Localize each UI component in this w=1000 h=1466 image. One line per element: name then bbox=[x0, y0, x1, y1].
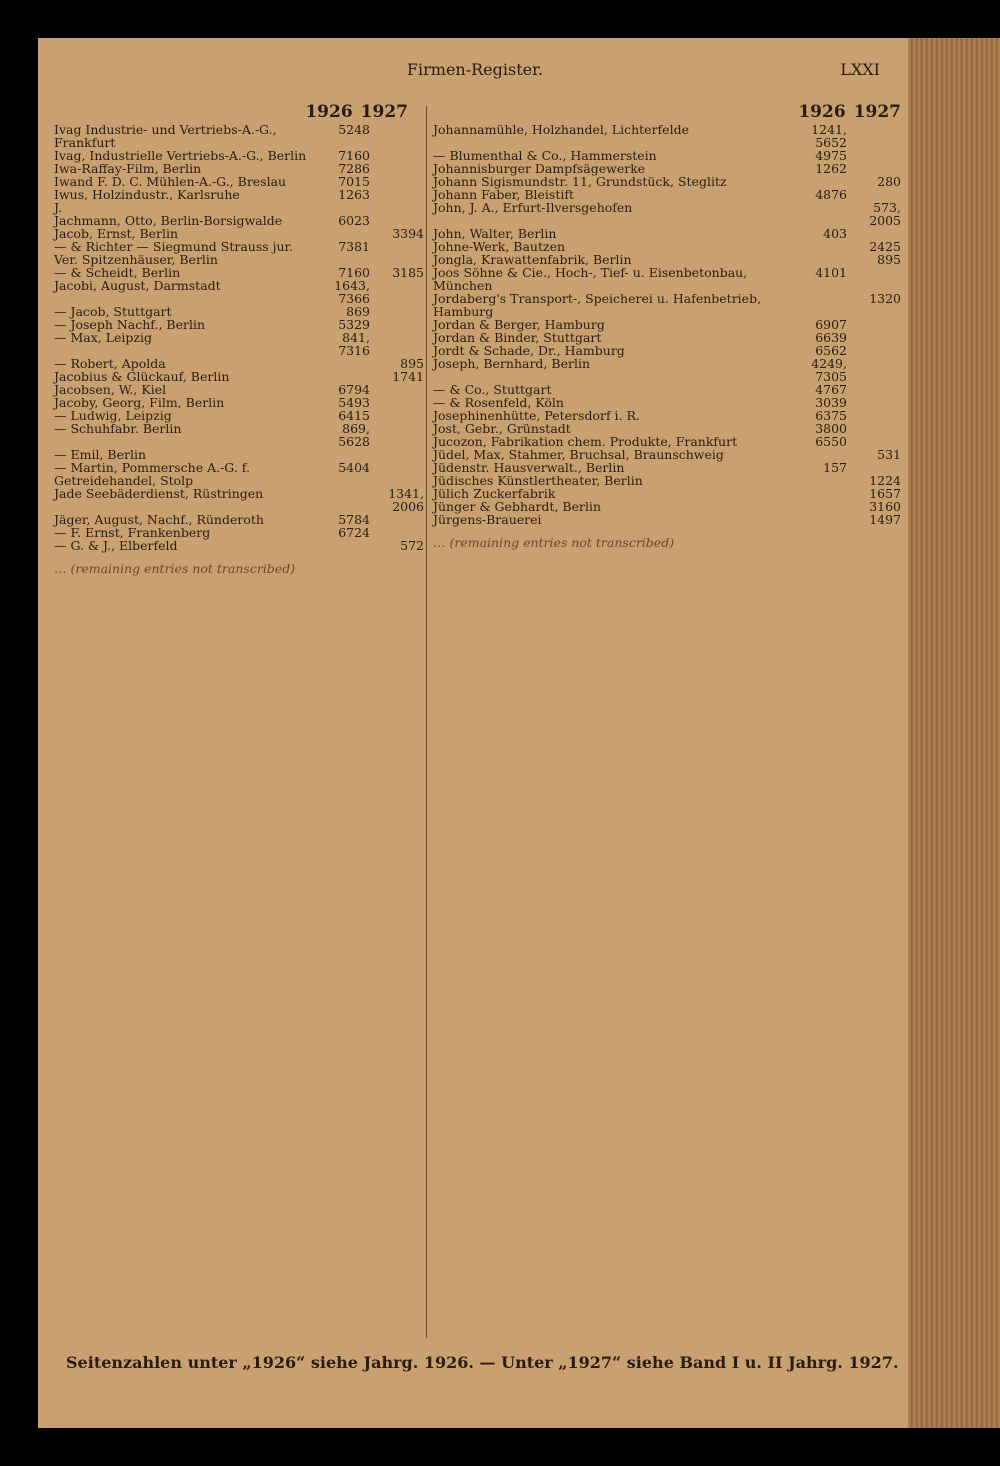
footer-note: Seitenzahlen unter „1926“ siehe Jahrg. 1926. — Unter „1927“ siehe Band I u. II Jahrg. 1927. bbox=[66, 1353, 899, 1372]
page-ref-1926: 4876 bbox=[815, 187, 847, 202]
book-edge bbox=[908, 38, 1000, 1428]
entry-name: Jünger & Gebhardt, Berlin bbox=[433, 499, 601, 514]
entry-name: John, J. A., Erfurt-Ilversgehofen bbox=[433, 200, 633, 215]
entry-name: Ivag Industrie- und Vertriebs-A.-G., Frankfurt bbox=[54, 122, 277, 150]
entry-name: — Robert, Apolda bbox=[54, 356, 166, 371]
entry-name: — & Rosenfeld, Köln bbox=[433, 395, 564, 410]
page-ref-1926: 4101 bbox=[815, 265, 847, 280]
page-ref-1926: 6375 bbox=[815, 408, 847, 423]
omitted-entries-note: … (remaining entries not transcribed) bbox=[54, 561, 296, 576]
page-ref-1927: 1341, 2006 bbox=[388, 486, 424, 514]
page-ref-1926: 7160 bbox=[338, 148, 370, 163]
page-ref-1927: 1497 bbox=[869, 512, 901, 527]
page-ref-1926: 157 bbox=[823, 460, 847, 475]
page-ref-1926: 6639 bbox=[815, 330, 847, 345]
entry-name: Iwa-Raffay-Film, Berlin bbox=[54, 161, 202, 176]
page-ref-1926: 5493 bbox=[338, 395, 370, 410]
entry-name: — Martin, Pommersche A.-G. f. Getreidehandel, Stolp bbox=[54, 460, 250, 488]
page-ref-1926: 869 bbox=[346, 304, 370, 319]
page-ref-1926: 1643, 7366 bbox=[334, 278, 370, 306]
entry-name: John, Walter, Berlin bbox=[433, 226, 557, 241]
page-ref-1927: 2425 bbox=[869, 239, 901, 254]
entry-name: — Joseph Nachf., Berlin bbox=[54, 317, 205, 332]
entry-name: Joos Söhne & Cie., Hoch-, Tief- u. Eisenbetonbau, München bbox=[433, 265, 748, 293]
page-ref-1926: 6794 bbox=[338, 382, 370, 397]
register-entry bbox=[433, 266, 901, 292]
page-ref-1926: 5784 bbox=[338, 512, 370, 527]
page-ref-1926: 403 bbox=[823, 226, 847, 241]
page-ref-1926: 6023 bbox=[338, 213, 370, 228]
register-entry bbox=[433, 123, 901, 149]
register-entry bbox=[54, 539, 424, 552]
entry-name: Jordt & Schade, Dr., Hamburg bbox=[433, 343, 625, 358]
page-ref-1926: 869, 5628 bbox=[338, 421, 370, 449]
entry-name: — & Richter — Siegmund Strauss jur. Ver. Spitzenhäuser, Berlin bbox=[54, 239, 294, 267]
page-ref-1927: 573, 2005 bbox=[869, 200, 901, 228]
page-ref-1927: 3160 bbox=[869, 499, 901, 514]
page-ref-1927: 895 bbox=[877, 252, 901, 267]
page-ref-1927: 1224 bbox=[869, 473, 901, 488]
page-ref-1927: 3185 bbox=[392, 265, 424, 280]
entry-name: — Max, Leipzig bbox=[54, 330, 153, 345]
page-ref-1927: 3394 bbox=[392, 226, 424, 241]
page-ref-1926: 6562 bbox=[815, 343, 847, 358]
entry-name: J. bbox=[54, 200, 63, 215]
entry-name: Jordan & Binder, Stuttgart bbox=[433, 330, 602, 345]
page-ref-1927: 1741 bbox=[392, 369, 424, 384]
entry-name: Jürgens-Brauerei bbox=[433, 512, 542, 527]
entry-name: Johann Sigismundstr. 11, Grundstück, Steglitz bbox=[433, 174, 727, 189]
page-ref-1926: 6415 bbox=[338, 408, 370, 423]
page-ref-1926: 841, 7316 bbox=[338, 330, 370, 358]
page-ref-1927: 1657 bbox=[869, 486, 901, 501]
entry-name: Jäger, August, Nachf., Ründeroth bbox=[54, 512, 264, 527]
register-entry bbox=[433, 201, 901, 227]
year-heading-1927: 1927 bbox=[853, 102, 901, 122]
page-number: LXXI bbox=[840, 60, 880, 79]
entry-name: Jacobi, August, Darmstadt bbox=[54, 278, 221, 293]
page-ref-1926: 7160 bbox=[338, 265, 370, 280]
entry-list bbox=[433, 123, 901, 549]
entry-name: Iwus, Holzindustr., Karlsruhe bbox=[54, 187, 240, 202]
register-entry bbox=[433, 513, 901, 526]
register-entry bbox=[54, 188, 424, 201]
entry-name: — F. Ernst, Frankenberg bbox=[54, 525, 211, 540]
entry-name: — Emil, Berlin bbox=[54, 447, 146, 462]
entry-name: Jost, Gebr., Grünstadt bbox=[433, 421, 571, 436]
entry-name: Jüdenstr. Hausverwalt., Berlin bbox=[433, 460, 625, 475]
page-ref-1926: 3039 bbox=[815, 395, 847, 410]
register-entry bbox=[54, 279, 424, 305]
year-headings bbox=[54, 102, 424, 122]
year-heading-1926: 1926 bbox=[305, 102, 353, 122]
entry-name: Josephinenhütte, Petersdorf i. R. bbox=[433, 408, 640, 423]
page-ref-1927: 572 bbox=[400, 538, 424, 553]
entry-name: — G. & J., Elberfeld bbox=[54, 538, 178, 553]
page-ref-1926: 6550 bbox=[815, 434, 847, 449]
year-heading-1927: 1927 bbox=[360, 102, 408, 122]
entry-name: Jüdel, Max, Stahmer, Bruchsal, Braunschweig bbox=[433, 447, 724, 462]
entry-name: — Ludwig, Leipzig bbox=[54, 408, 172, 423]
entry-name: Jordan & Berger, Hamburg bbox=[433, 317, 605, 332]
register-entry bbox=[54, 461, 424, 487]
entry-name: Jüdisches Künstlertheater, Berlin bbox=[433, 473, 643, 488]
register-page bbox=[38, 38, 912, 1428]
entry-name: — Schuhfabr. Berlin bbox=[54, 421, 182, 436]
entry-name: Jachmann, Otto, Berlin-Borsigwalde bbox=[54, 213, 283, 228]
year-heading-1926: 1926 bbox=[798, 102, 846, 122]
entry-name: Jacob, Ernst, Berlin bbox=[54, 226, 179, 241]
entry-name: Jongla, Krawattenfabrik, Berlin bbox=[433, 252, 632, 267]
page-ref-1926: 5404 bbox=[338, 460, 370, 475]
register-entry bbox=[54, 240, 424, 266]
entry-name: Jade Seebäderdienst, Rüstringen bbox=[54, 486, 264, 501]
entry-name: Jülich Zuckerfabrik bbox=[433, 486, 556, 501]
entry-name: — Blumenthal & Co., Hammerstein bbox=[433, 148, 657, 163]
register-entry bbox=[54, 331, 424, 357]
right-column bbox=[426, 102, 901, 1338]
page-ref-1926: 1241, 5652 bbox=[811, 122, 847, 150]
entry-name: Joseph, Bernhard, Berlin bbox=[433, 356, 590, 371]
entry-name: Jacobsen, W., Kiel bbox=[54, 382, 167, 397]
entry-name: Ivag, Industrielle Vertriebs-A.-G., Berlin bbox=[54, 148, 307, 163]
page-ref-1926: 7015 bbox=[338, 174, 370, 189]
page-ref-1926: 7381 bbox=[338, 239, 370, 254]
page-ref-1926: 1262 bbox=[815, 161, 847, 176]
entry-name: Johannisburger Dampfsägewerke bbox=[433, 161, 646, 176]
left-column bbox=[54, 102, 424, 576]
entry-name: — & Scheidt, Berlin bbox=[54, 265, 181, 280]
page-ref-1926: 5329 bbox=[338, 317, 370, 332]
entry-name: Iwand F. D. C. Mühlen-A.-G., Breslau bbox=[54, 174, 287, 189]
entry-name: Jucozon, Fabrikation chem. Produkte, Frankfurt bbox=[433, 434, 738, 449]
entry-name: Johannamühle, Holzhandel, Lichterfelde bbox=[433, 122, 689, 137]
page-ref-1927: 280 bbox=[877, 174, 901, 189]
page-ref-1926: 4975 bbox=[815, 148, 847, 163]
page-ref-1927: 1320 bbox=[869, 291, 901, 306]
page-ref-1927: 531 bbox=[877, 447, 901, 462]
page-ref-1926: 6724 bbox=[338, 525, 370, 540]
entry-name: Johne-Werk, Bautzen bbox=[433, 239, 566, 254]
entry-name: Johann Faber, Bleistift bbox=[433, 187, 575, 202]
register-entry bbox=[54, 487, 424, 513]
page-ref-1926: 5248 bbox=[338, 122, 370, 137]
page-ref-1926: 3800 bbox=[815, 421, 847, 436]
page-ref-1926: 4767 bbox=[815, 382, 847, 397]
register-entry bbox=[433, 357, 901, 383]
entry-name: — & Co., Stuttgart bbox=[433, 382, 552, 397]
entry-name: Jacobius & Glückauf, Berlin bbox=[54, 369, 230, 384]
page-ref-1927: 895 bbox=[400, 356, 424, 371]
entry-list bbox=[54, 123, 424, 575]
register-entry bbox=[433, 292, 901, 318]
page-ref-1926: 7286 bbox=[338, 161, 370, 176]
entry-name: — Jacob, Stuttgart bbox=[54, 304, 172, 319]
register-entry bbox=[54, 422, 424, 448]
year-headings bbox=[433, 102, 901, 122]
page-ref-1926: 6907 bbox=[815, 317, 847, 332]
page-ref-1926: 1263 bbox=[338, 187, 370, 202]
page-ref-1926: 4249, 7305 bbox=[811, 356, 847, 384]
running-title: Firmen-Register. bbox=[406, 60, 544, 79]
entry-name: Jacoby, Georg, Film, Berlin bbox=[54, 395, 225, 410]
omitted-entries-note: … (remaining entries not transcribed) bbox=[433, 535, 675, 550]
register-entry bbox=[54, 123, 424, 149]
entry-name: Jordaberg's Transport-, Speicherei u. Hafenbetrieb, Hamburg bbox=[433, 291, 762, 319]
